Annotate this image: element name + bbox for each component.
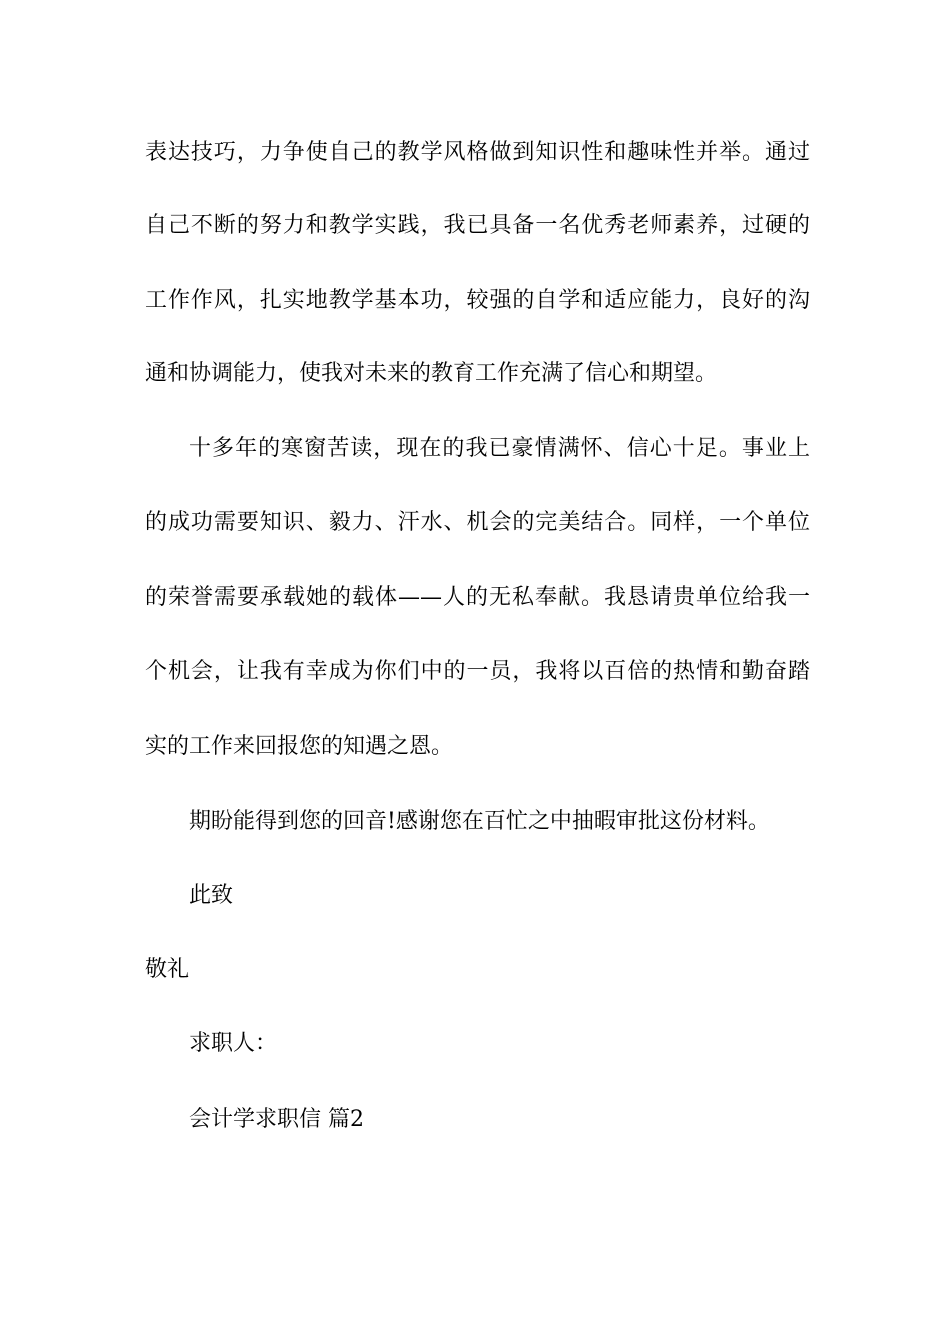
paragraph-1-line-2: 自己不断的努力和教学实践，我已具备一名优秀老师素养，过硬的 <box>145 213 810 238</box>
closing-salutation-1: 此致 <box>189 883 234 908</box>
paragraph-2-line-4: 个机会，让我有幸成为你们中的一员，我将以百倍的热情和勤奋踏 <box>145 659 810 684</box>
paragraph-1-line-3: 工作作风，扎实地教学基本功，较强的自学和适应能力，良好的沟 <box>145 288 810 313</box>
paragraph-2-line-2: 的成功需要知识、毅力、汗水、机会的完美结合。同样，一个单位 <box>145 510 810 535</box>
paragraph-2-line-1: 十多年的寒窗苦读，现在的我已豪情满怀、信心十足。事业上 <box>189 436 810 461</box>
closing-salutation-2: 敬礼 <box>145 957 190 982</box>
paragraph-2-line-5: 实的工作来回报您的知遇之恩。 <box>145 734 454 759</box>
paragraph-1-line-1: 表达技巧，力争使自己的教学风格做到知识性和趣味性并举。通过 <box>145 140 810 165</box>
paragraph-2-line-3: 的荣誉需要承载她的载体——人的无私奉献。我恳请贵单位给我一 <box>145 585 810 610</box>
paragraph-3: 期盼能得到您的回音!感谢您在百忙之中抽暇审批这份材料。 <box>189 809 770 834</box>
signature-label: 求职人： <box>189 1031 278 1056</box>
paragraph-1-line-4: 通和协调能力，使我对未来的教育工作充满了信心和期望。 <box>145 361 718 386</box>
next-section-title: 会计学求职信 篇2 <box>189 1107 364 1132</box>
